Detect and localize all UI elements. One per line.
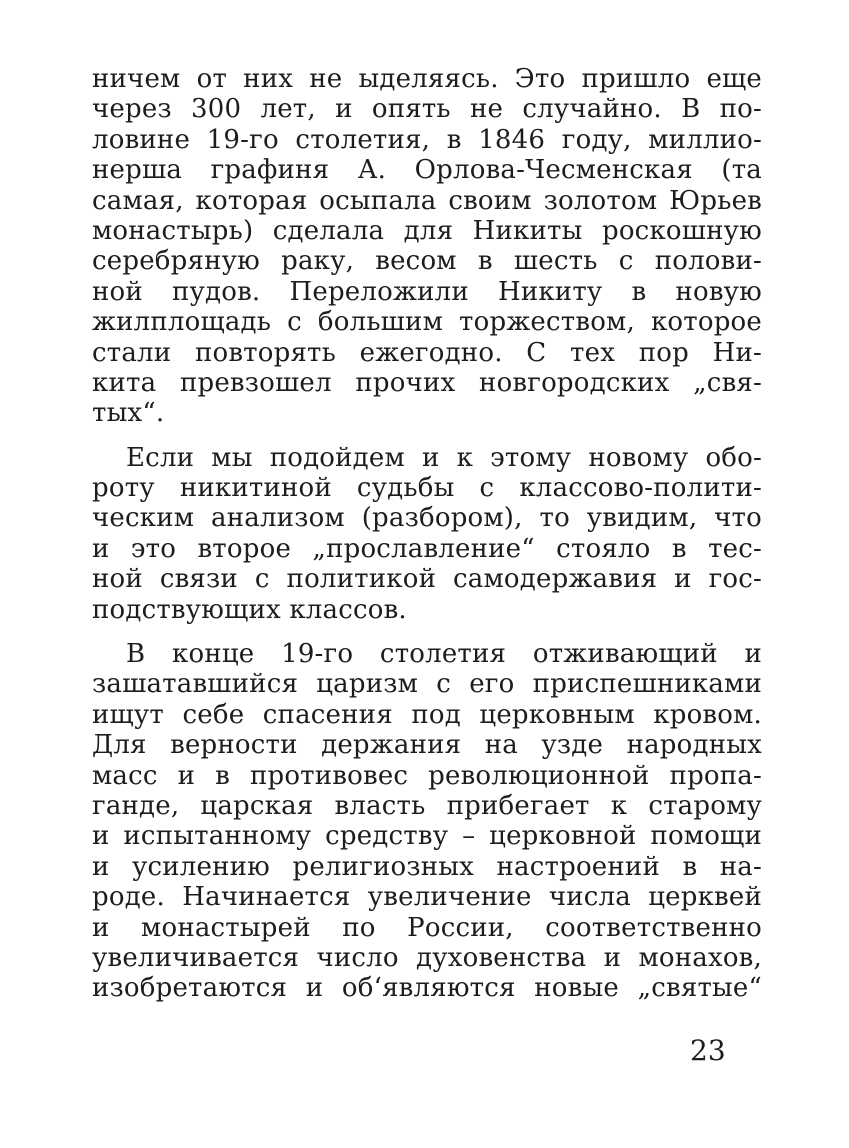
- text-line: жилплощадь с большим торжеством, которое: [92, 307, 762, 338]
- text-line: роту никитиной судьбы с классово-полити-: [92, 473, 762, 504]
- text-line: тых“.: [92, 398, 165, 429]
- text-line: и это второе „прославление“ стояло в тес-: [92, 533, 762, 564]
- text-line: ческим анализом (разбором), то увидим, что: [92, 503, 762, 534]
- text-line: изобретаются и об‘являются новые „святые“: [92, 973, 762, 1004]
- text-line: ной пудов. Переложили Никиту в новую: [92, 276, 762, 307]
- paragraph-2: [92, 443, 762, 625]
- text-line: ничем от них не ыделяясь. Это пришло еще: [92, 64, 762, 94]
- text-line: роде. Начинается увеличение числа церквей: [92, 882, 762, 913]
- paragraph-1: [92, 64, 762, 429]
- text-line: В конце 19-го столетия отживающий и: [126, 639, 762, 670]
- text-line: самая, которая осыпала своим золотом Юрьев: [92, 185, 762, 216]
- text-line: и усилению религиозных настроений в на-: [92, 851, 762, 882]
- page-text: [92, 64, 762, 1018]
- page-number: 23: [690, 1034, 726, 1067]
- text-line: ищут себе спасения под церковным кровом.: [92, 699, 762, 730]
- text-line: кита превзошел прочих новгородских „свя-: [92, 367, 762, 398]
- text-line: ганде, царская власть прибегает к старому: [92, 790, 762, 821]
- text-line: Для верности держания на узде народных: [92, 730, 762, 761]
- text-line: ловине 19-го столетия, в 1846 году, миллио-: [92, 124, 762, 155]
- text-line: нерша графиня А. Орлова-Чесменская (та: [92, 155, 762, 186]
- text-line: увеличивается число духовенства и монахов,: [92, 942, 762, 973]
- text-line: серебряную раку, весом в шесть с полови-: [92, 246, 762, 277]
- text-line: Если мы подойдем и к этому новому обо-: [126, 442, 762, 473]
- text-line: подствующих классов.: [92, 594, 407, 625]
- text-line: стали повторять ежегодно. С тех пор Ни-: [92, 337, 762, 368]
- text-line: и испытанному средству – церковной помощи: [92, 821, 762, 852]
- text-line: и монастырей по России, соответственно: [92, 912, 762, 943]
- text-line: монастырь) сделала для Никиты роскошную: [92, 215, 762, 246]
- paragraph-3: [92, 639, 762, 1004]
- text-line: зашатавшийся царизм с его приспешниками: [92, 669, 762, 700]
- text-line: через 300 лет, и опять не случайно. В по-: [92, 94, 762, 125]
- text-line: ной связи с политикой самодержавия и гос-: [92, 564, 762, 595]
- text-line: масс и в противовес революционной пропа-: [92, 760, 762, 791]
